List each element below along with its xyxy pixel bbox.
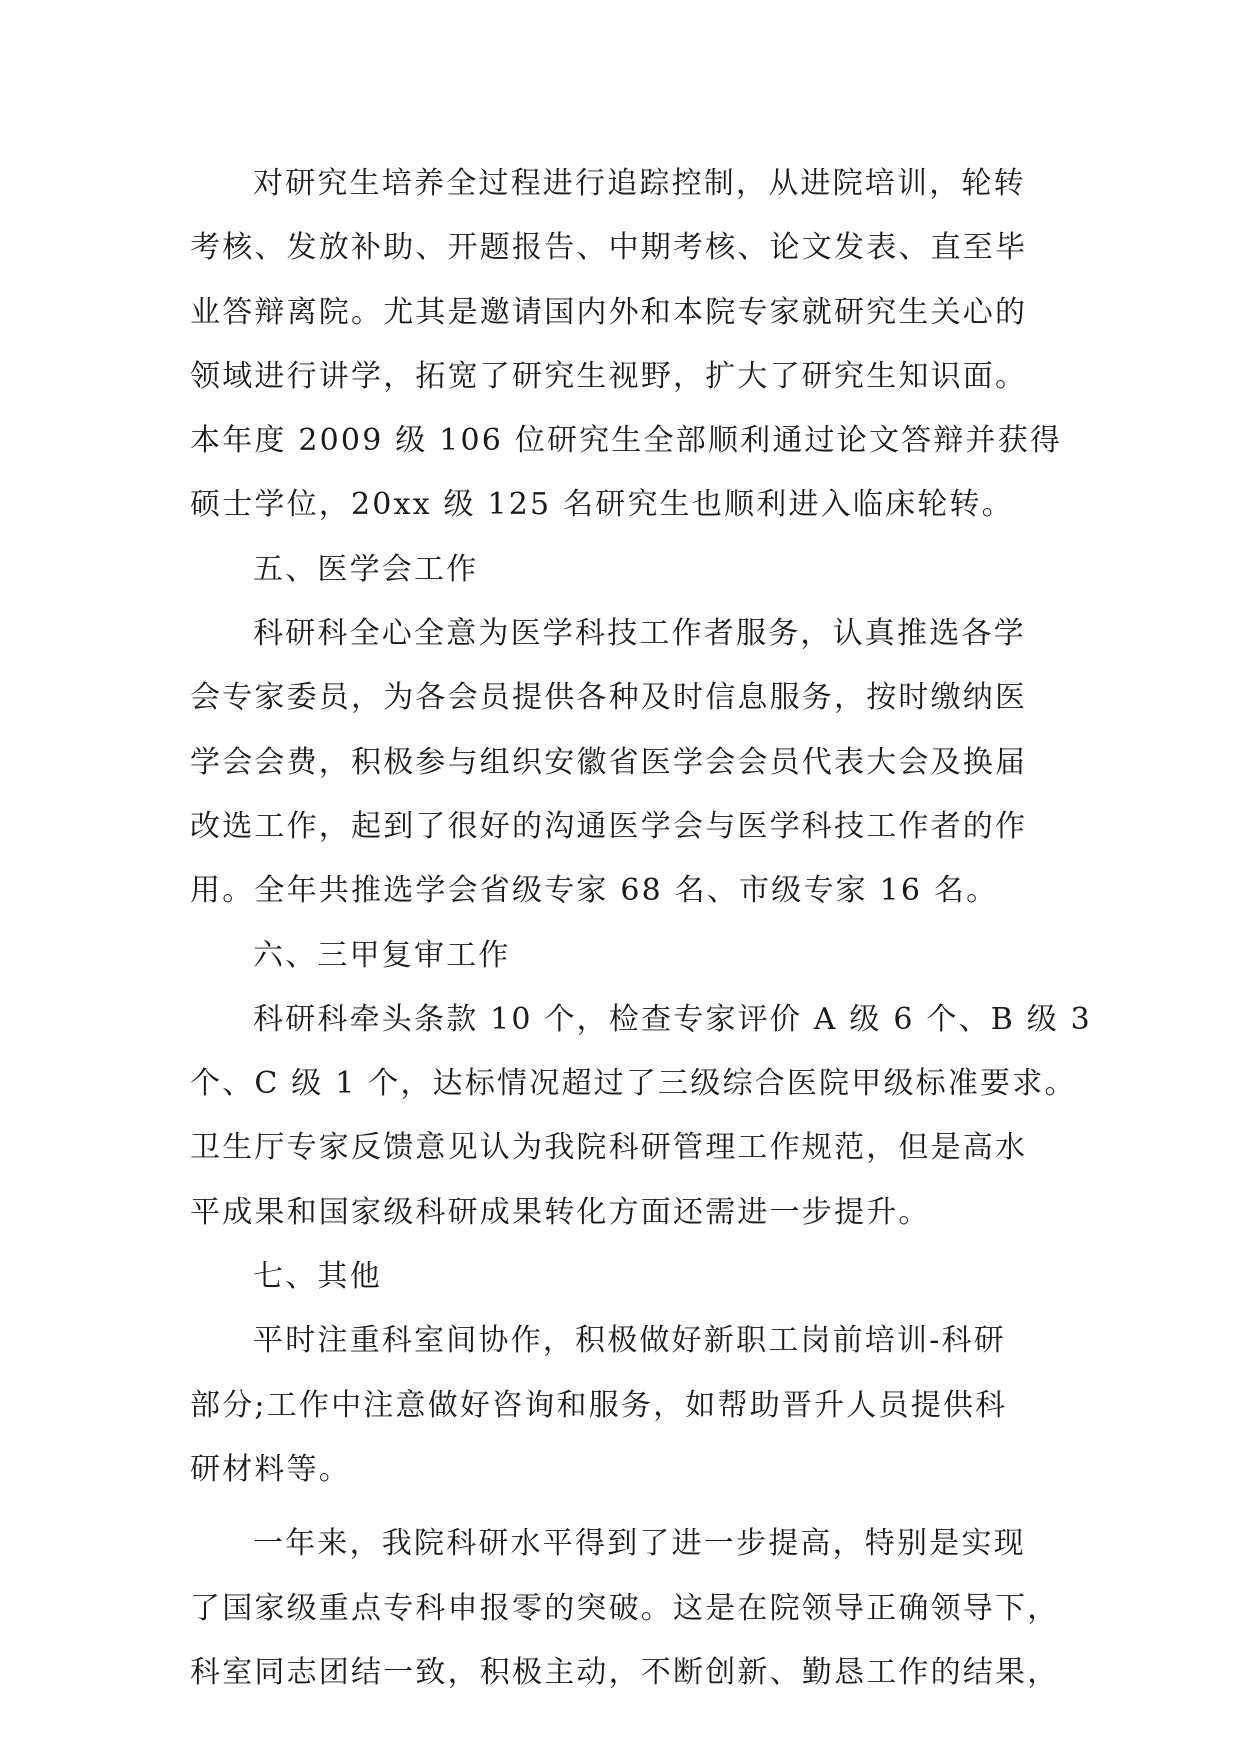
section-heading: 五、医学会工作 bbox=[253, 551, 479, 587]
paragraph-line: 一年来，我院科研水平得到了进一步提高，特别是实现 bbox=[253, 1526, 1026, 1562]
paragraph-line: 了国家级重点专科申报零的突破。这是在院领导正确领导下， bbox=[190, 1590, 1060, 1626]
paragraph-line: 平时注重科室间协作，积极做好新职工岗前培训-科研 bbox=[253, 1323, 1006, 1359]
paragraph-line: 会专家委员，为各会员提供各种及时信息服务，按时缴纳医 bbox=[190, 680, 1028, 716]
paragraph-line: 研材料等。 bbox=[190, 1451, 351, 1487]
section-heading: 六、三甲复审工作 bbox=[253, 937, 511, 973]
section-heading: 七、其他 bbox=[253, 1259, 382, 1295]
paragraph-gap bbox=[190, 1502, 1056, 1512]
paragraph-line: 卫生厅专家反馈意见认为我院科研管理工作规范，但是高水 bbox=[190, 1130, 1028, 1166]
paragraph-line: 领域进行讲学，拓宽了研究生视野，扩大了研究生知识面。 bbox=[190, 358, 1028, 394]
paragraph-line: 用。全年共推选学会省级专家 68 名、市级专家 16 名。 bbox=[190, 873, 999, 909]
document-body bbox=[190, 152, 1092, 1705]
paragraph-line: 平成果和国家级科研成果转化方面还需进一步提升。 bbox=[190, 1194, 931, 1230]
paragraph-line: 考核、发放补助、开题报告、中期考核、论文发表、直至毕 bbox=[190, 230, 1028, 266]
paragraph-line: 学会会费，积极参与组织安徽省医学会会员代表大会及换届 bbox=[190, 744, 1028, 780]
paragraph-line: 部分;工作中注意做好咨询和服务，如帮助晋升人员提供科 bbox=[190, 1387, 1008, 1423]
paragraph-line: 对研究生培养全过程进行追踪控制，从进院培训，轮转 bbox=[253, 166, 1026, 201]
paragraph-line: 本年度 2009 级 106 位研究生全部顺利通过论文答辩并获得 bbox=[190, 423, 1063, 459]
paragraph-line: 个、C 级 1 个，达标情况超过了三级综合医院甲级标准要求。 bbox=[190, 1066, 1077, 1102]
paragraph-line: 业答辩离院。尤其是邀请国内外和本院专家就研究生关心的 bbox=[190, 294, 1028, 330]
paragraph-line: 科研科全心全意为医学科技工作者服务，认真推选各学 bbox=[253, 616, 1026, 652]
paragraph-line: 科研科牵头条款 10 个，检查专家评价 A 级 6 个、B 级 3 bbox=[253, 1001, 1092, 1037]
paragraph-line: 科室同志团结一致，积极主动，不断创新、勤恳工作的结果， bbox=[190, 1654, 1060, 1690]
paragraph-line: 硕士学位，20xx 级 125 名研究生也顺利进入临床轮转。 bbox=[190, 487, 1014, 523]
paragraph-line: 改选工作，起到了很好的沟通医学会与医学科技工作者的作 bbox=[190, 808, 1028, 844]
